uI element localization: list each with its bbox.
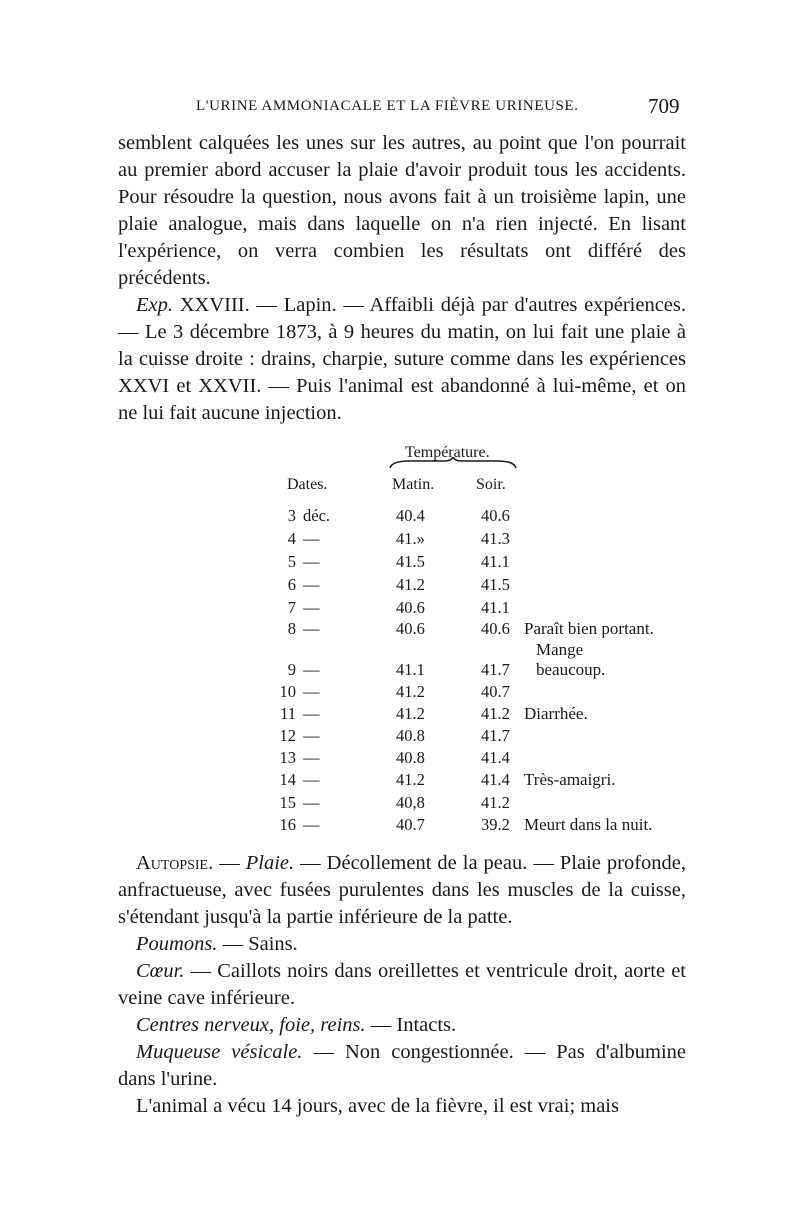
cell-note: Diarrhée. [524, 704, 588, 723]
cell-evening: 41.4 [481, 770, 510, 789]
cell-day: 15 [279, 793, 296, 812]
running-header [0, 96, 800, 124]
cell-month: — [303, 770, 320, 789]
cell-month: — [303, 552, 320, 571]
cell-day: 4 [287, 529, 296, 548]
cell-morning: 40.8 [396, 726, 425, 745]
cell-evening: 41.7 [481, 726, 510, 745]
experiment-body: XXVIII. — Lapin. — Affaibli déjà par d'autres expériences. — Le 3 décembre 1873, à 9 heures du matin, on lui fait une plaie à la cuisse droite : drains, charpie, suture comme dans les expériences XXVI et XXVII. — Puis l'animal est abandonné à lui-même, et on ne lui fait aucune injection. [118, 294, 686, 424]
experiment-paragraph [118, 292, 686, 427]
table-row [0, 748, 800, 771]
cell-day: 9 [287, 660, 296, 679]
cell-month: — [303, 660, 320, 679]
cell-month: — [303, 682, 320, 701]
experiment-label: Exp. [136, 294, 173, 316]
centres-text: — Intacts. [365, 1014, 457, 1036]
table-row [0, 726, 800, 749]
cell-month: — [303, 598, 320, 617]
table-row [0, 575, 800, 598]
cell-morning: 41.» [396, 529, 425, 548]
intro-paragraph [118, 130, 686, 292]
cell-evening: 41.3 [481, 529, 510, 548]
muqueuse-label: Muqueuse vésicale. [136, 1041, 303, 1063]
table-row [0, 660, 800, 683]
autopsy-final: L'animal a vécu 14 jours, avec de la fièvre, il est vrai; mais [136, 1095, 619, 1117]
table-row [0, 619, 800, 642]
cell-evening: 40.7 [481, 682, 510, 701]
experiment-text [118, 292, 686, 427]
column-header-evening: Soir. [476, 476, 506, 493]
poumons-text: — Sains. [217, 933, 298, 955]
cell-evening: 41.2 [481, 704, 510, 723]
table-row [0, 815, 800, 838]
centres-label: Centres nerveux, foie, reins. [136, 1014, 366, 1036]
cell-evening: 40.6 [481, 619, 510, 638]
cell-evening: 41.1 [481, 552, 510, 571]
table-row [0, 598, 800, 621]
coeur-text: — Caillots noirs dans oreillettes et ventricule droit, aorte et veine cave inférieure. [118, 960, 686, 1009]
cell-note: Paraît bien portant. [524, 619, 654, 638]
table-row [0, 770, 800, 793]
cell-day: 11 [280, 704, 296, 723]
cell-morning: 41.5 [396, 552, 425, 571]
table-row [0, 529, 800, 552]
cell-day: 5 [287, 552, 296, 571]
autopsy-section [118, 850, 686, 1120]
cell-evening: 41.2 [481, 793, 510, 812]
cell-day: 14 [279, 770, 296, 789]
cell-day: 12 [279, 726, 296, 745]
autopsy-label: Autopsie. [136, 852, 214, 874]
cell-month: — [303, 704, 320, 723]
cell-evening: 39.2 [481, 815, 510, 834]
table-row [0, 682, 800, 705]
cell-morning: 41.2 [396, 682, 425, 701]
cell-day: 3 [287, 506, 296, 525]
cell-evening: 41.1 [481, 598, 510, 617]
cell-month: — [303, 575, 320, 594]
intro-text: semblent calquées les unes sur les autres, au point que l'on pourrait au premier abord accuser la plaie d'avoir produit tous les accidents. Pour résoudre la question, nous avons fait à un troisième lapin, une plaie analogue, mais dans laquelle on n'a rien injecté. En lisant l'expérience, on verra combien les résultats ont différé des précédents. [118, 132, 686, 289]
cell-month: déc. [303, 506, 331, 525]
cell-morning: 40,8 [396, 793, 425, 812]
cell-morning: 40.7 [396, 815, 425, 834]
cell-day: 6 [287, 575, 296, 594]
brace-icon [389, 457, 517, 469]
cell-month: — [303, 619, 320, 638]
cell-morning: 40.8 [396, 748, 425, 767]
coeur-label: Cœur. [136, 960, 185, 982]
cell-note: Meurt dans la nuit. [524, 815, 653, 834]
cell-morning: 41.1 [396, 660, 425, 679]
autopsy-coeur [118, 958, 686, 1012]
plaie-label: Plaie. [245, 852, 295, 874]
cell-month: — [303, 793, 320, 812]
table-row [0, 552, 800, 575]
page-number: 709 [648, 94, 680, 118]
cell-morning: 40.6 [396, 619, 425, 638]
poumons-label: Poumons. [136, 933, 218, 955]
autopsy-poumons [118, 931, 686, 958]
cell-month: — [303, 815, 320, 834]
note-continuation: Mange beaucoup. [536, 640, 606, 679]
autopsy-centres [118, 1012, 686, 1039]
cell-evening: 40.6 [481, 506, 510, 525]
cell-day: 7 [287, 598, 296, 617]
table-group-header: Température. [405, 444, 490, 461]
cell-evening: 41.7 [481, 660, 510, 679]
cell-morning: 41.2 [396, 770, 425, 789]
cell-evening: 41.5 [481, 575, 510, 594]
cell-morning: 41.2 [396, 704, 425, 723]
muqueuse-text: — Non congestionnée. — Pas d'albumine dans l'urine. [118, 1041, 686, 1090]
running-title: L'URINE AMMONIACALE ET LA FIÈVRE URINEUSE. [196, 98, 579, 114]
cell-morning: 40.4 [396, 506, 425, 525]
cell-note: Très-amaigri. [524, 770, 616, 789]
cell-month: — [303, 748, 320, 767]
table-row [0, 506, 800, 529]
autopsy-plaie: Autopsie. — Plaie. — Décollement de la peau. — Plaie profonde, anfractueuse, avec fusées purulentes dans les muscles de la cuisse, s'étendant jusqu'à la partie inférieure de la patte. [118, 852, 686, 928]
cell-day: 8 [287, 619, 296, 638]
table-row [0, 793, 800, 816]
autopsy-muqueuse [118, 1039, 686, 1093]
column-header-dates: Dates. [287, 476, 328, 493]
cell-month: — [303, 726, 320, 745]
cell-morning: 41.2 [396, 575, 425, 594]
cell-month: — [303, 529, 320, 548]
cell-evening: 41.4 [481, 748, 510, 767]
plaie-text: — Décollement de la peau. — Plaie profonde, anfractueuse, avec fusées purulentes dans les muscles de la cuisse, s'étendant jusqu'à la partie inférieure de la patte. [118, 852, 686, 928]
cell-day: 10 [279, 682, 296, 701]
table-row [0, 704, 800, 727]
cell-day: 13 [279, 748, 296, 767]
column-header-morning: Matin. [392, 476, 435, 493]
cell-day: 16 [279, 815, 296, 834]
cell-morning: 40.6 [396, 598, 425, 617]
